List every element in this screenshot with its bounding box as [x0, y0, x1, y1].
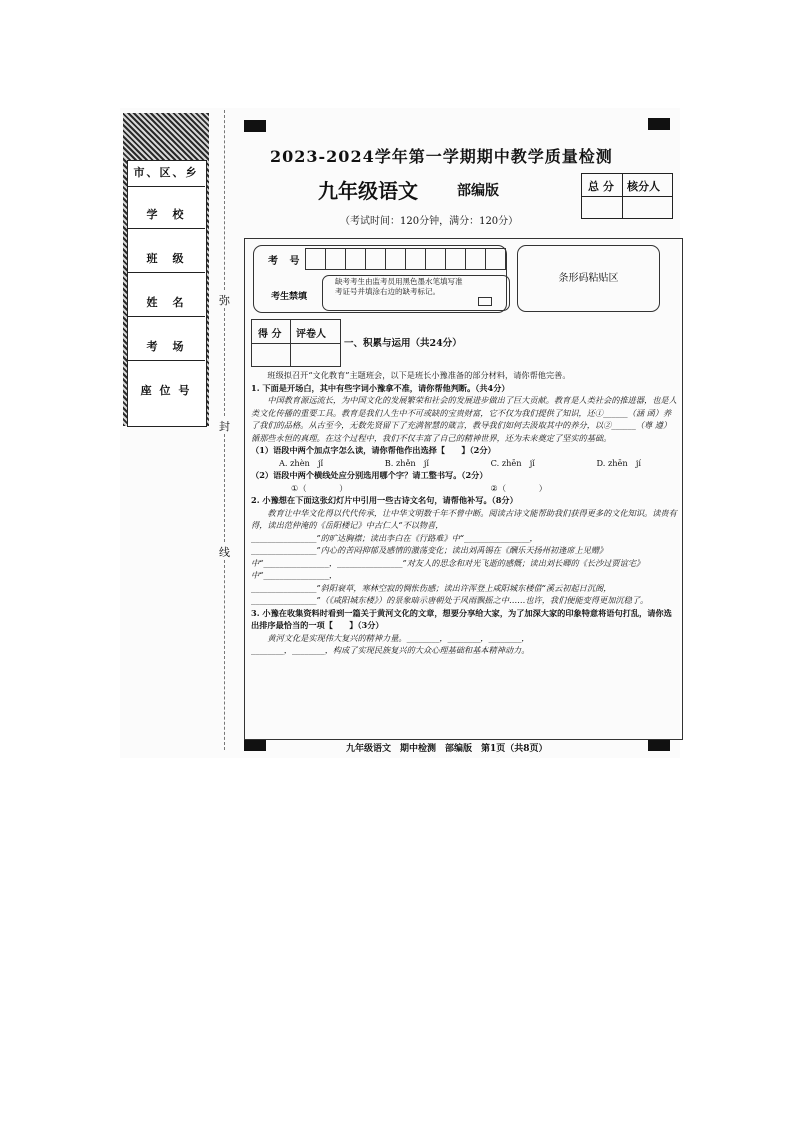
field-class: 班 级 [127, 246, 205, 273]
seal-mark-mi: 弥 [219, 294, 230, 307]
field-name: 姓 名 [127, 290, 205, 317]
option-c[interactable]: C. zhēn jǐ [490, 457, 535, 468]
q1-passage: 中国教育源远流长，为中国文化的发展繁荣和社会的发展进步做出了巨大贡献。教育是人类社会的推进器，也是人类文化传播的重要工具。教育是我们人生中不可或缺的宝贵财富，它不仅为我们提供了知识，还①______（涵 函）养了我们的品格。从古至今，无数先贤留下了充满智慧的箴言，教导我们如何去汲取其中的养分，以②______（尊 遵）循那些永恒的真理。在这个过程中，我们不仅丰富了自己的精神世界，还为未来奠定了坚实的基础。 [251, 395, 677, 443]
answer-1[interactable]: ①（ ） [291, 482, 348, 493]
option-a[interactable]: A. zhèn jǐ [279, 457, 324, 468]
q1-sub2: （2）语段中两个横线处应分别选用哪个字？请工整书写。（2分） [251, 470, 488, 480]
seal-mark-xian: 线 [219, 546, 230, 559]
absent-mark-box[interactable] [478, 297, 492, 306]
intro-text: 班级拟召开“文化教育”主题班会，以下是班长小豫准备的部分材料，请你帮他完善。 [267, 370, 571, 380]
q1-sub1: （1）语段中两个加点字怎么读，请你帮他作出选择【 】（2分） [251, 445, 496, 455]
section-title: 一、积累与运用（共24分） [344, 338, 462, 349]
total-label: 总 分 [588, 180, 614, 193]
option-b[interactable]: B. zhěn jǐ [384, 457, 430, 468]
registration-mark [244, 739, 266, 751]
q2-line: ________________”斜阳衰草，寒林空寂的惆怅伤感；读出许浑登上咸阳城东楼借“溪云初起日沉阁，________________”（《咸阳城东楼》）的景象暗示唐朝处于风雨飘摇之中……也许，我们便能变得更加沉稳了。 [251, 582, 649, 605]
grader-box [251, 319, 341, 367]
checker-label: 核分人 [627, 180, 660, 193]
q3-line: 黄河文化是实现伟大复兴的精神力量。________，________，________， [267, 632, 530, 643]
q2-stem: 2. 小豫想在下面这张幻灯片中引用一些古诗文名句，请帮他补写。（8分） [251, 495, 518, 505]
q2-line: ________________”的旷达胸襟；读出李白在《行路难》中“________________， [251, 532, 538, 543]
seal-line-mid [224, 308, 225, 416]
barcode-area: 条形码粘贴区 [517, 245, 660, 312]
exam-title: 2023-2024学年第一学期期中教学质量检测 [270, 147, 613, 166]
page-footer: 九年级语文 期中检测 部编版 第1页（共8页） [346, 744, 548, 754]
total-score-box [581, 173, 673, 219]
q1-stem: 1. 下面是开场白，其中有些字词小豫拿不准，请你帮他判断。（共4分） [251, 382, 510, 393]
q3-line: ________，________，构成了实现民族复兴的大众心理基础和基本精神动力。 [251, 645, 530, 655]
q1-options [251, 457, 677, 470]
forbidden-text: 缺考考生由监考员用黑色墨水笔填写准考证号并填涂右边的缺考标记。 [335, 277, 463, 296]
exam-subject: 九年级语文 [318, 179, 418, 203]
registration-mark [648, 118, 670, 130]
field-region: 市、区、乡 [127, 160, 205, 187]
grader-label: 评卷人 [296, 329, 326, 340]
q3-stem: 3. 小豫在收集资料时看到一篇关于黄河文化的文章，想要分享给大家，为了加深大家的印象特意将语句打乱，请你选出排序最恰当的一项【 】（3分） [251, 607, 672, 630]
score-label: 得 分 [258, 329, 282, 340]
exam-edition: 部编版 [457, 183, 499, 199]
seal-line-bottom [224, 560, 225, 750]
q1-answers [251, 482, 677, 495]
seal-mark-feng: 封 [219, 420, 230, 433]
field-seat: 座 位 号 [140, 384, 192, 397]
q2-line: 教育让中华文化得以代代传承，让中华文明数千年不曾中断。阅读古诗文能帮助我们获得更多的文化知识。读贵有得，读出范仲淹的《岳阳楼记》中古仁人“不以物喜， [251, 507, 677, 530]
q2-line: ________________”内心的苦闷抑郁及感情的激荡变化；读出刘禹锡在《酬乐天扬州初逢席上见赠》中“________________，________________”对友人的思念和对光飞逝的感慨；读出刘长卿的《长沙过贾谊宅》中“________________， [251, 545, 645, 580]
answer-2[interactable]: ②（ ） [490, 482, 547, 493]
exam-id-label: 考 号 [268, 256, 304, 267]
registration-mark [648, 739, 670, 751]
field-school: 学 校 [127, 202, 205, 229]
seal-line-top [224, 110, 225, 290]
forbidden-label: 考生禁填 [271, 292, 308, 302]
seal-line-low [224, 434, 225, 542]
registration-mark [244, 120, 266, 132]
exam-info: （考试时间：120分钟，满分：120分） [340, 216, 519, 227]
questions [251, 369, 677, 657]
exam-id-cells[interactable] [305, 248, 505, 270]
option-d[interactable]: D. zhēn jí [596, 457, 641, 468]
field-room: 考 场 [127, 334, 205, 361]
